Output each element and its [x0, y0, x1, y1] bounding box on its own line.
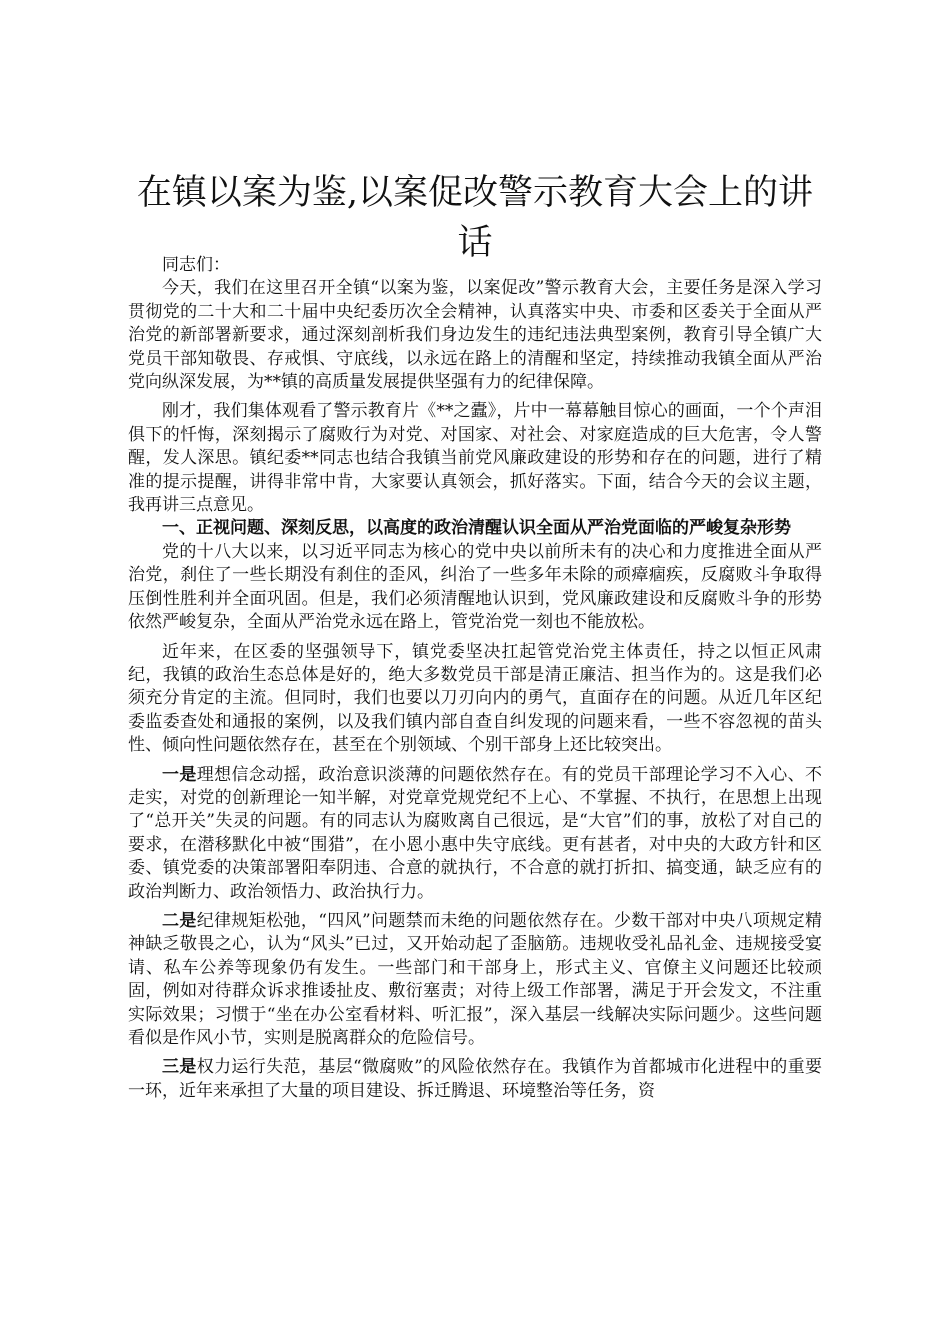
- point-text: 纪律规矩松弛，“四风”问题禁而未绝的问题依然存在。少数干部对中央八项规定精神缺乏敬畏之心，认为“风头”已过，又开始动起了歪脑筋。违规收受礼品礼金、违规接受宴请、私车公养等现象仍有发生。一些部门和干部身上，形式主义、官僚主义问题还比较顽固，例如对待群众诉求推诿扯皮、敷衍塞责；对待上级工作部署，满足于开会发文，不注重实际效果；习惯于“坐在办公室看材料、听汇报”，深入基层一线解决实际问题少。这些问题看似是作风小节，实则是脱离群众的危险信号。: [128, 910, 822, 1048]
- body-paragraph: 刚才，我们集体观看了警示教育片《**之蠹》，片中一幕幕触目惊心的画面，一个个声泪俱下的忏悔，深刻揭示了腐败行为对党、对国家、对社会、对家庭造成的巨大危害，令人警醒，发人深思。镇纪委**同志也结合我镇当前党风廉政建设的形势和存在的问题，进行了精准的提示提醒，讲得非常中肯，大家要认真领会，抓好落实。下面，结合今天的会议主题，我再讲三点意见。: [128, 401, 822, 516]
- point-text: 理想信念动摇，政治意识淡薄的问题依然存在。有的党员干部理论学习不入心、不走实，对党的创新理论一知半解，对党章党规党纪不上心、不掌握、不执行，在思想上出现了“总开关”失灵的问题。有的同志认为腐败离自己很远，是“大官”们的事，放松了对自己的要求，在潜移默化中被“围猎”，在小恩小惠中失守底线。更有甚者，对中央的大政方针和区委、镇党委的决策部署阳奉阴违、合意的就执行，不合意的就打折扣、搞变通，缺乏应有的政治判断力、政治领悟力、政治执行力。: [128, 764, 823, 902]
- body-paragraph: 党的十八大以来，以习近平同志为核心的党中央以前所未有的决心和力度推进全面从严治党，刹住了一些长期没有刹住的歪风，纠治了一些多年未除的顽瘴痼疾，反腐败斗争取得压倒性胜利并全面巩固。但是，我们必须清醒地认识到，党风廉政建设和反腐败斗争的形势依然严峻复杂，全面从严治党永远在路上，管党治党一刻也不能放松。: [128, 541, 822, 633]
- point-paragraph: [128, 910, 822, 1050]
- salutation: 同志们：: [162, 255, 230, 275]
- point-paragraph: [128, 764, 822, 904]
- point-lead: 一是: [162, 764, 197, 785]
- point-text: 权力运行失范，基层“微腐败”的风险依然存在。我镇作为首都城市化进程中的重要一环，近年来承担了大量的项目建设、拆迁腾退、环境整治等任务，资: [128, 1057, 822, 1101]
- point-paragraph: [128, 1056, 822, 1103]
- body-paragraph: 今天，我们在这里召开全镇“以案为鉴，以案促改”警示教育大会，主要任务是深入学习贯彻党的二十大和二十届中央纪委历次全会精神，认真落实中央、市委和区委关于全面从严治党的新部署新要求，通过深刻剖析我们身边发生的违纪违法典型案例，教育引导全镇广大党员干部知敬畏、存戒惧、守底线，以永远在路上的清醒和坚定，持续推动我镇全面从严治党向纵深发展，为**镇的高质量发展提供坚强有力的纪律保障。: [128, 278, 822, 393]
- point-lead: 三是: [162, 1057, 197, 1078]
- body-paragraph: 近年来，在区委的坚强领导下，镇党委坚决扛起管党治党主体责任，持之以恒正风肃纪，我镇的政治生态总体是好的，绝大多数党员干部是清正廉洁、担当作为的。这是我们必须充分肯定的主流。但同时，我们也要以刀刃向内的勇气，直面存在的问题。从近几年区纪委监委查处和通报的案例，以及我们镇内部自查自纠发现的问题来看，一些不容忽视的苗头性、倾向性问题依然存在，甚至在个别领域、个别干部身上还比较突出。: [128, 641, 822, 756]
- point-lead: 二是: [162, 910, 197, 931]
- section-heading: 一、正视问题、深刻反思，以高度的政治清醒认识全面从严治党面临的严峻复杂形势: [162, 518, 791, 539]
- document-body: [128, 254, 822, 1103]
- document-title: 在镇以案为鉴,以案促改警示教育大会上的讲话: [136, 173, 814, 263]
